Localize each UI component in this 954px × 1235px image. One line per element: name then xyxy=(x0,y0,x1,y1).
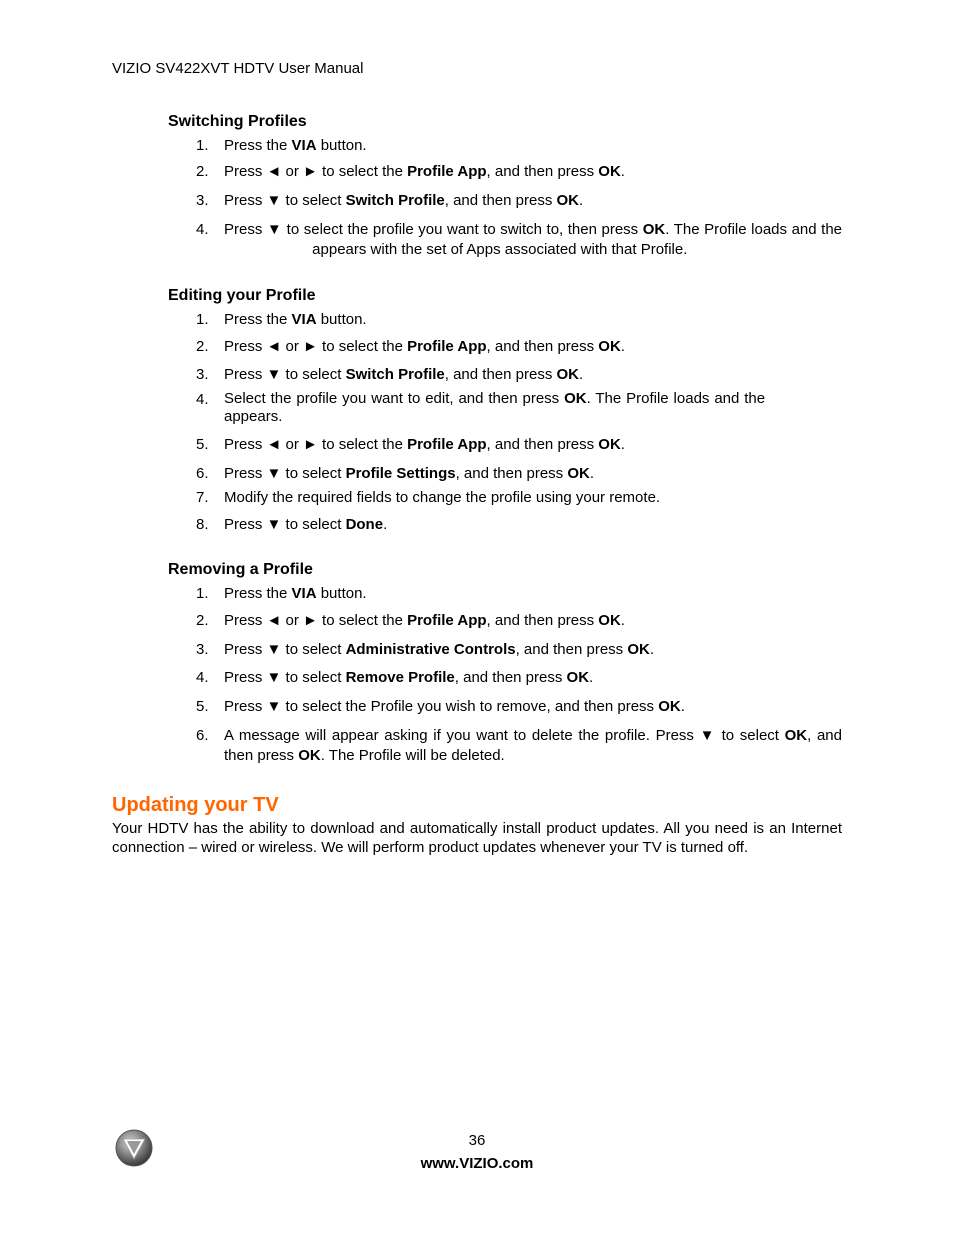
list-item: 7. Modify the required fields to change the profile using your remote. xyxy=(196,489,661,506)
list-item: 1. Press the VIA button. xyxy=(196,311,367,328)
list-item: 6. A message will appear asking if you want to delete the profile. Press ▼ to select OK, and then press OK. The Profile will be deleted. xyxy=(196,727,842,764)
list-item: 4. Press ▼ to select the profile you want to switch to, then press OK. The Profile loads and the appears with the set of Apps associated with that Profile. xyxy=(196,221,843,258)
list-item: 3. Press ▼ to select Administrative Controls, and then press OK. xyxy=(196,641,655,658)
list-item: 5. Press ◄ or ► to select the Profile App, and then press OK. xyxy=(196,436,625,453)
list-item: 3. Press ▼ to select Switch Profile, and then press OK. xyxy=(196,192,584,209)
list-item: 1. Press the VIA button. xyxy=(196,137,367,154)
running-header: VIZIO SV422XVT HDTV User Manual xyxy=(112,60,364,77)
list-item: 2. Press ◄ or ► to select the Profile App, and then press OK. xyxy=(196,338,625,355)
list-item: 1. Press the VIA button. xyxy=(196,585,367,602)
list-item: 4. Select the profile you want to edit, and then press OK. The Profile loads and the appears. xyxy=(196,390,770,425)
list-item: 6. Press ▼ to select Profile Settings, and then press OK. xyxy=(196,465,595,482)
footer-url[interactable]: www.VIZIO.com xyxy=(420,1155,534,1172)
list-item: 4. Press ▼ to select Remove Profile, and then press OK. xyxy=(196,669,594,686)
heading-updating-your-tv: Updating your TV xyxy=(112,794,279,816)
list-item: 3. Press ▼ to select Switch Profile, and then press OK. xyxy=(196,366,584,383)
page-number: 36 xyxy=(468,1132,486,1149)
list-item: 5. Press ▼ to select the Profile you wish to remove, and then press OK. xyxy=(196,698,685,715)
heading-removing-a-profile: Removing a Profile xyxy=(168,561,313,578)
heading-editing-your-profile: Editing your Profile xyxy=(168,287,316,304)
update-paragraph: Your HDTV has the ability to download and automatically install product updates. All you need is an Internet connection – wired or wireless. We will perform product updates whenever your TV is turned off. xyxy=(112,820,842,856)
list-item: 2. Press ◄ or ► to select the Profile App, and then press OK. xyxy=(196,612,625,629)
list-item: 8. Press ▼ to select Done. xyxy=(196,516,388,533)
heading-switching-profiles: Switching Profiles xyxy=(168,113,307,130)
list-item: 2. Press ◄ or ► to select the Profile App, and then press OK. xyxy=(196,163,625,180)
